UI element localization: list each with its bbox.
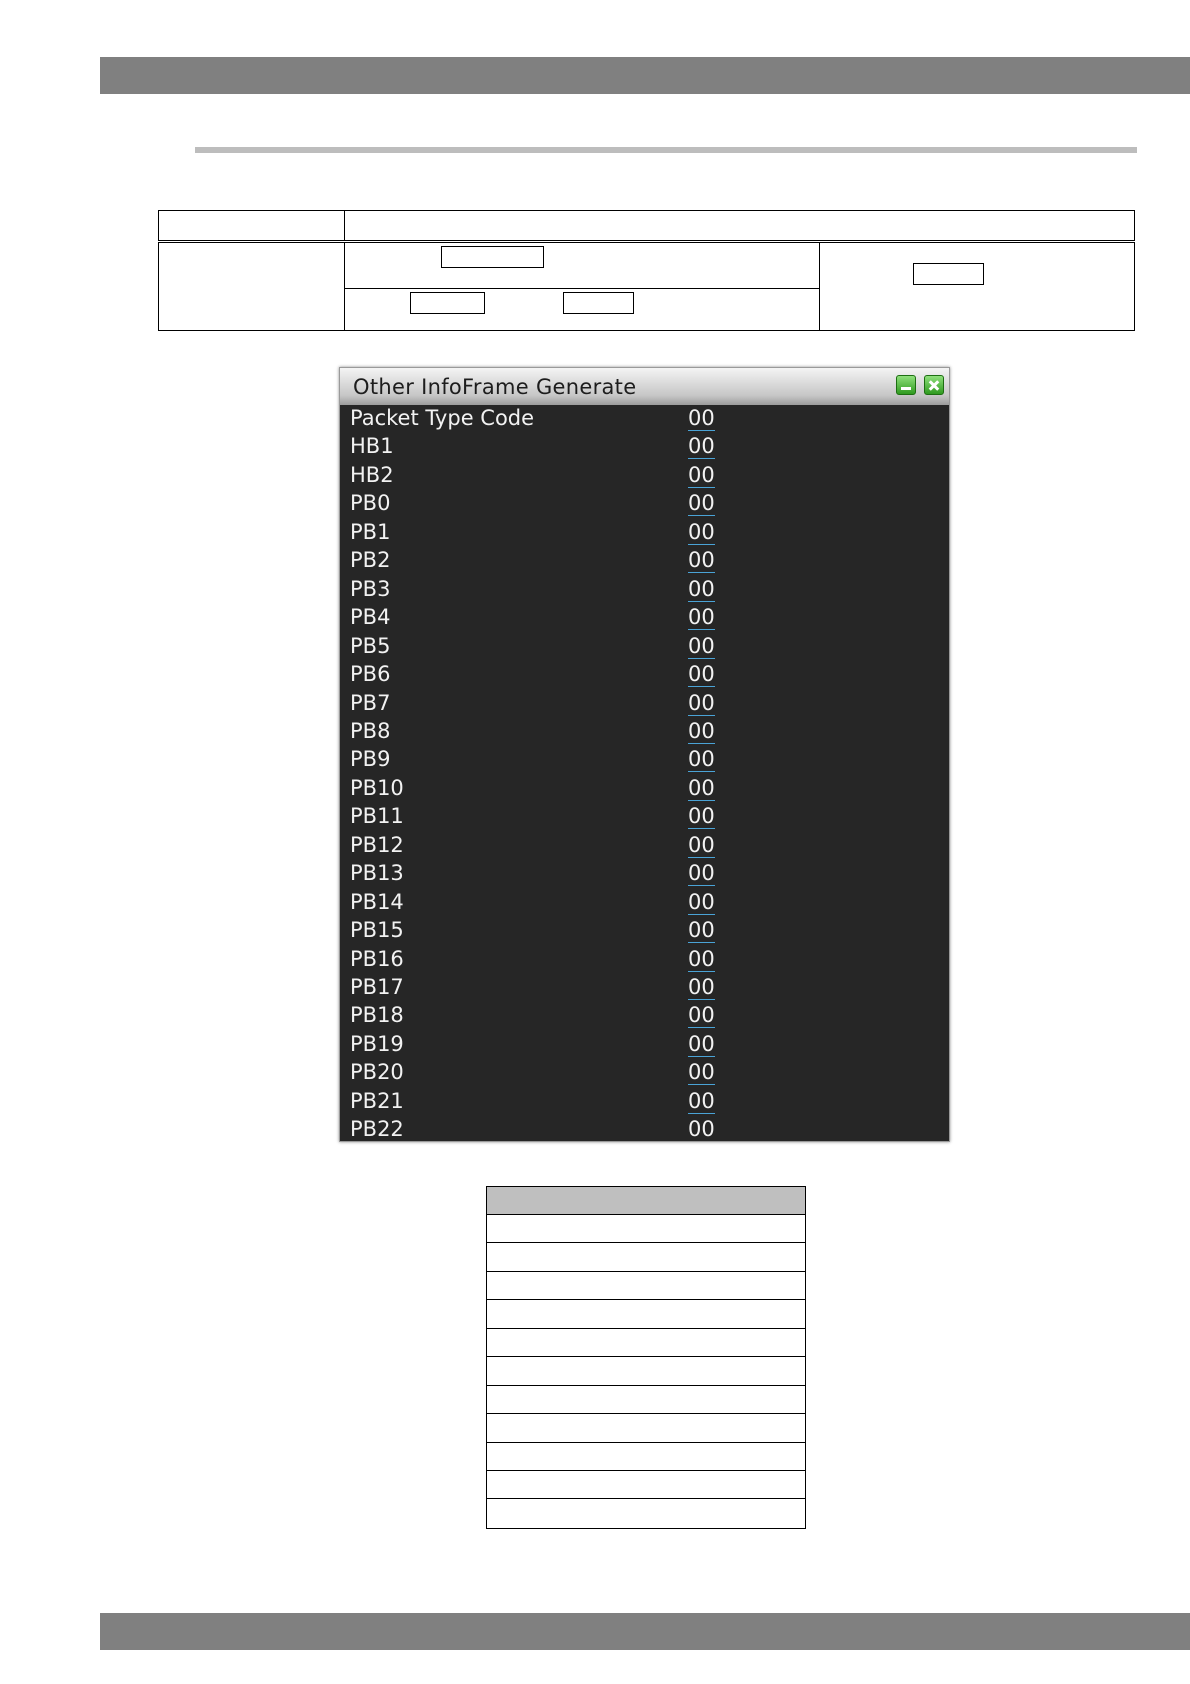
list-row [487, 1357, 805, 1385]
window-body [340, 405, 949, 1141]
infoframe-row [340, 1002, 949, 1031]
list-row [487, 1414, 805, 1442]
row-value-field[interactable]: 00 [688, 548, 715, 573]
infoframe-row [340, 661, 949, 690]
section-rule [195, 147, 1137, 153]
row-label: PB20 [350, 1060, 404, 1085]
infoframe-row [340, 746, 949, 775]
row-label: PB3 [350, 576, 391, 601]
infoframe-row [340, 547, 949, 576]
infoframe-row [340, 1059, 949, 1088]
infoframe-row [340, 803, 949, 832]
infoframe-row [340, 1031, 949, 1060]
infoframe-row [340, 1116, 949, 1141]
list-row [487, 1243, 805, 1271]
column-divider [344, 243, 345, 330]
infoframe-row [340, 917, 949, 946]
row-label: PB21 [350, 1088, 404, 1113]
list-row [487, 1443, 805, 1471]
row-value-field[interactable]: 00 [688, 975, 715, 999]
footer-banner [100, 1613, 1190, 1650]
setting-list-table [486, 1186, 806, 1529]
row-label: PB7 [350, 690, 391, 715]
row-value-field[interactable]: 00 [688, 662, 715, 687]
row-value-field[interactable]: 00 [688, 1031, 715, 1056]
row-label: PB17 [350, 975, 404, 999]
row-value-field[interactable]: 00 [688, 804, 715, 829]
infoframe-row [340, 433, 949, 462]
list-row [487, 1300, 805, 1328]
operation-table-body [158, 242, 1135, 331]
list-row [487, 1329, 805, 1357]
row-label: PB9 [350, 747, 391, 772]
row-value-field[interactable]: 00 [688, 576, 715, 601]
infoframe-row [340, 519, 949, 548]
row-label: PB6 [350, 662, 391, 687]
header-banner [100, 57, 1190, 94]
window-title: Other InfoFrame Generate [353, 375, 637, 399]
row-label: PB2 [350, 548, 391, 573]
row-value-field[interactable]: 00 [688, 519, 715, 544]
key-box [913, 263, 984, 285]
row-label: PB1 [350, 519, 391, 544]
row-value-field[interactable]: 00 [688, 889, 715, 914]
list-row [487, 1471, 805, 1499]
row-value-field[interactable]: 00 [688, 434, 715, 459]
row-value-field[interactable]: 00 [688, 832, 715, 857]
row-label: PB18 [350, 1003, 404, 1028]
row-label: PB11 [350, 804, 404, 829]
row-label: PB8 [350, 718, 391, 743]
row-label: PB0 [350, 491, 391, 516]
infoframe-row [340, 718, 949, 747]
row-value-field[interactable]: 00 [688, 406, 715, 430]
row-value-field[interactable]: 00 [688, 462, 715, 487]
row-label: PB12 [350, 832, 404, 857]
column-divider [819, 243, 820, 330]
infoframe-row [340, 974, 949, 1003]
infoframe-row [340, 604, 949, 633]
row-label: PB10 [350, 775, 404, 800]
key-box [563, 292, 634, 314]
infoframe-row [340, 1088, 949, 1117]
infoframe-row [340, 633, 949, 662]
row-value-field[interactable]: 00 [688, 861, 715, 886]
list-row [487, 1499, 805, 1527]
other-infoframe-generate-window [339, 367, 950, 1142]
key-box [441, 246, 544, 268]
row-label: HB2 [350, 462, 394, 487]
row-value-field[interactable]: 00 [688, 918, 715, 943]
infoframe-row [340, 889, 949, 918]
row-label: PB15 [350, 918, 404, 943]
list-row [487, 1272, 805, 1300]
infoframe-row [340, 860, 949, 889]
infoframe-row [340, 490, 949, 519]
row-label: Packet Type Code [350, 406, 535, 430]
row-value-field[interactable]: 00 [688, 775, 715, 800]
list-table-header [487, 1187, 805, 1215]
infoframe-row [340, 690, 949, 719]
close-icon[interactable] [924, 375, 944, 395]
infoframe-row [340, 832, 949, 861]
column-divider [344, 211, 345, 240]
infoframe-row [340, 775, 949, 804]
infoframe-row [340, 405, 949, 434]
row-value-field[interactable]: 00 [688, 1088, 715, 1113]
row-value-field[interactable]: 00 [688, 718, 715, 743]
row-value-field[interactable]: 00 [688, 690, 715, 715]
row-label: HB1 [350, 434, 394, 459]
row-label: PB4 [350, 605, 391, 630]
operation-table-header [158, 210, 1135, 241]
row-value-field[interactable]: 00 [688, 747, 715, 772]
row-label: PB5 [350, 633, 391, 658]
row-label: PB16 [350, 946, 404, 971]
window-title-bar[interactable] [340, 368, 949, 405]
row-label: PB13 [350, 861, 404, 886]
minimize-icon[interactable] [896, 375, 916, 395]
row-divider [344, 288, 819, 289]
row-value-field[interactable]: 00 [688, 491, 715, 516]
key-box [410, 292, 485, 314]
row-label: PB14 [350, 889, 404, 914]
list-row [487, 1215, 805, 1243]
row-value-field[interactable]: 00 [688, 946, 715, 971]
infoframe-row [340, 576, 949, 605]
row-value-field[interactable]: 00 [688, 605, 715, 630]
row-label: PB19 [350, 1031, 404, 1056]
infoframe-row [340, 946, 949, 975]
list-row [487, 1386, 805, 1414]
row-value-field[interactable]: 00 [688, 1117, 715, 1141]
row-value-field[interactable]: 00 [688, 1060, 715, 1085]
row-value-field[interactable]: 00 [688, 1003, 715, 1028]
row-label: PB22 [350, 1117, 404, 1141]
row-value-field[interactable]: 00 [688, 633, 715, 658]
infoframe-row [340, 462, 949, 491]
